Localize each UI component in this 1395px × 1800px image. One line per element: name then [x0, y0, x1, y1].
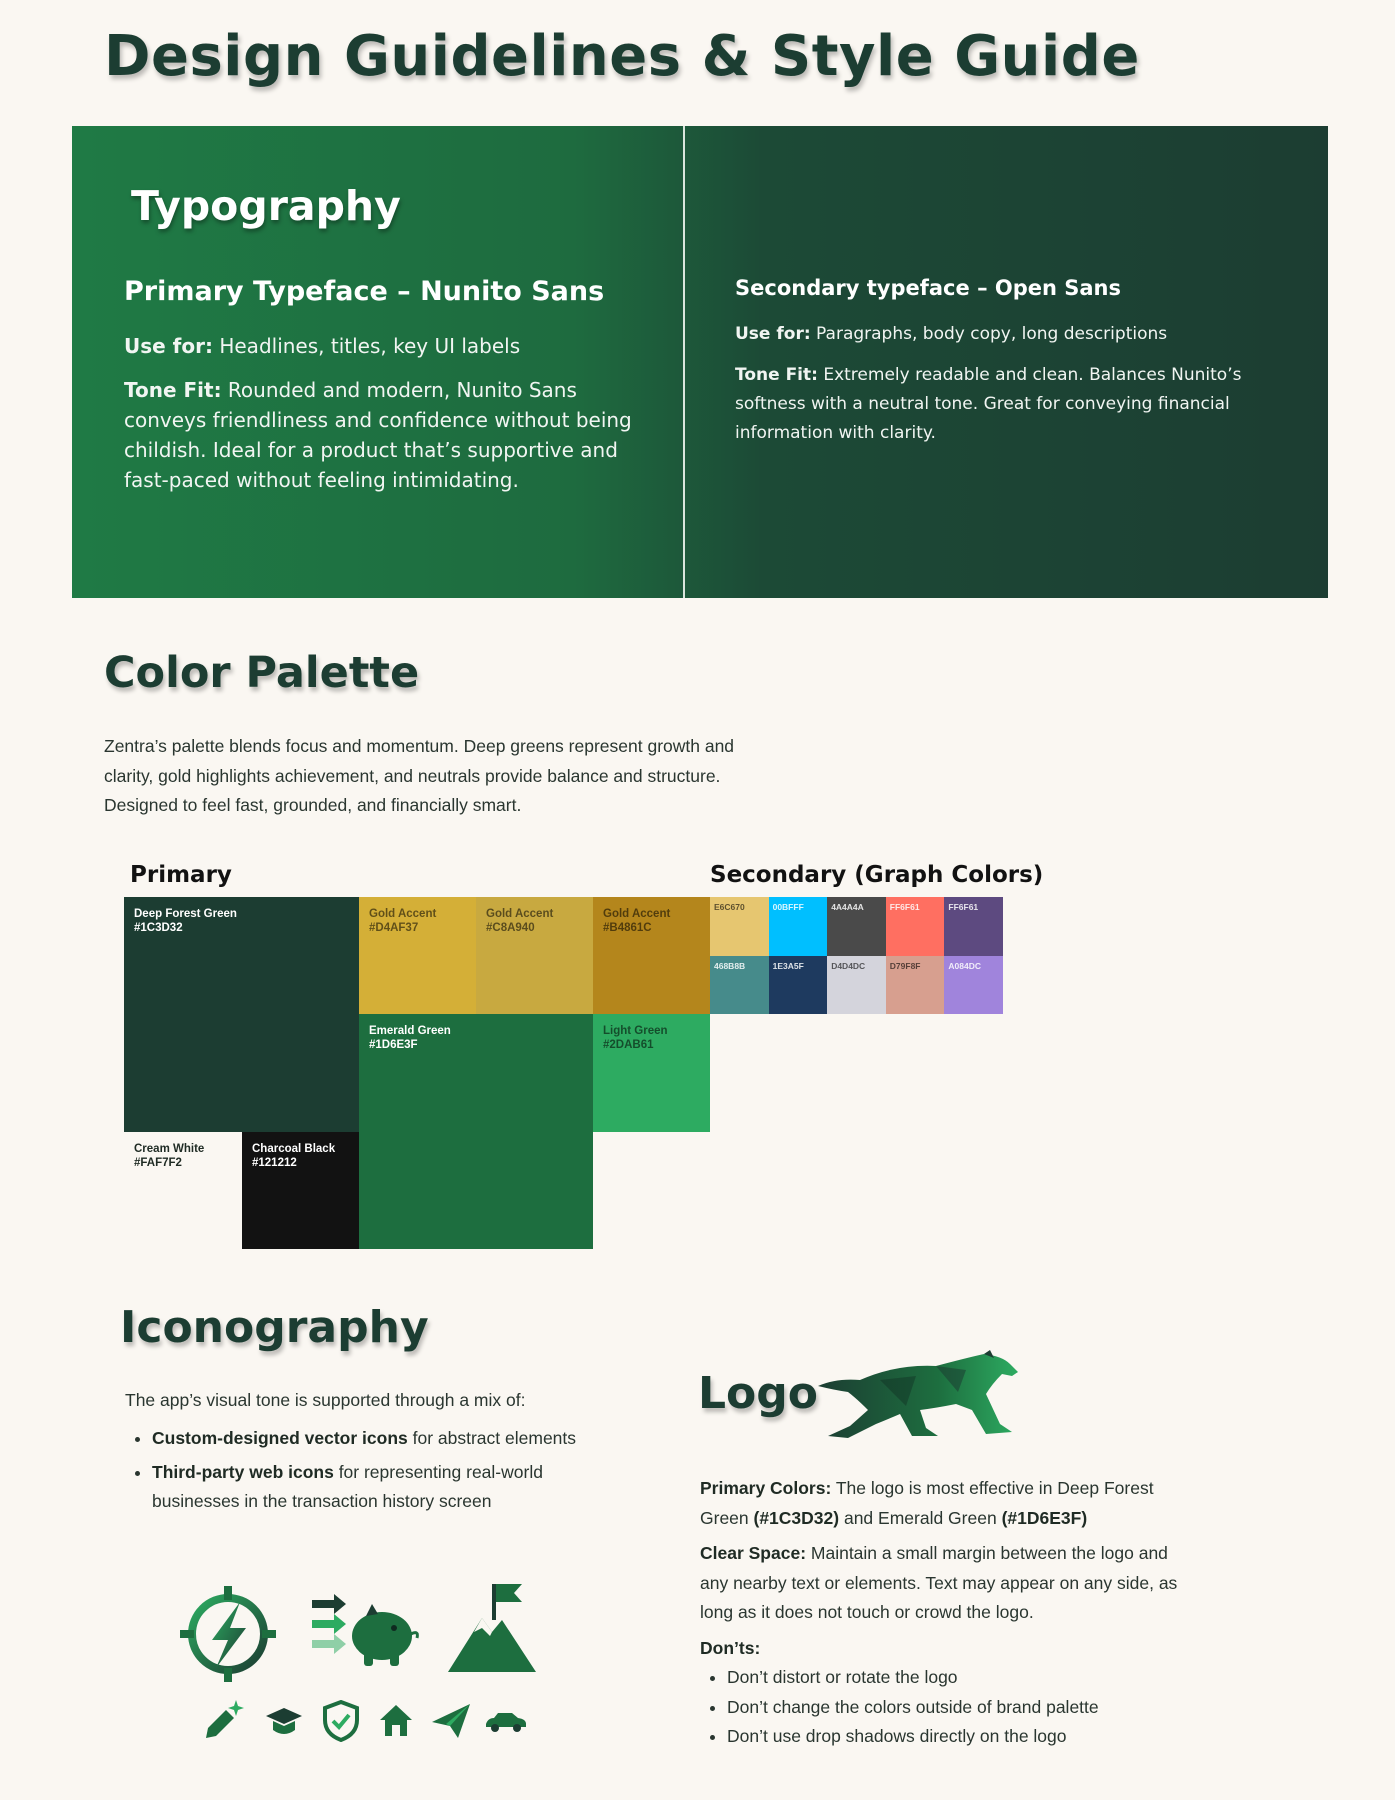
secondary-swatch: FF6F61	[944, 897, 1003, 956]
house-icon	[377, 1702, 415, 1740]
secondary-swatch: 1E3A5F	[769, 956, 828, 1015]
secondary-use-for: Use for: Paragraphs, body copy, long descriptions	[735, 324, 1168, 344]
secondary-tone-fit: Tone Fit: Extremely readable and clean. Balances Nunito’s softness with a neutral tone. Great for conveying financial information with clarity.	[735, 365, 1242, 443]
list-item: • Don’t use drop shadows directly on the logo	[727, 1722, 1190, 1752]
swatch-cream-white: Cream White #FAF7F2	[124, 1132, 242, 1249]
shield-check-icon	[322, 1700, 360, 1742]
iconography-intro: The app’s visual tone is supported through a mix of:	[125, 1390, 526, 1410]
swatch-emerald-green: Emerald Green #1D6E3F	[359, 1014, 593, 1249]
list-item: • Don’t distort or rotate the logo	[727, 1663, 1190, 1693]
list-item: • Third-party web icons for representing real-world businesses in the transaction history screen	[152, 1458, 632, 1517]
car-icon	[484, 1710, 528, 1734]
secondary-swatch: D4D4DC	[827, 956, 886, 1015]
compass-lightning-icon	[178, 1584, 278, 1684]
color-palette-heading: Color Palette	[104, 648, 420, 698]
secondary-swatch: 00BFFF	[769, 897, 828, 956]
secondary-swatch: 468B8B	[710, 956, 769, 1015]
secondary-swatch: D79F8F	[886, 956, 945, 1015]
swatch-deep-forest-green: Deep Forest Green #1C3D32	[124, 897, 359, 1132]
color-palette-description: Zentra’s palette blends focus and momentum. Deep greens represent growth and clarity, gold highlights achievement, and neutrals provide balance and structure. Designed to feel fast, grounded, and financially smart.	[104, 736, 735, 815]
logo-heading: Logo	[698, 1368, 818, 1419]
page-title: Design Guidelines & Style Guide	[104, 24, 1140, 89]
secondary-swatch: 4A4A4A	[827, 897, 886, 956]
typography-divider	[683, 126, 685, 598]
secondary-typeface-name: Secondary typeface – Open Sans	[735, 276, 1122, 300]
iconography-list	[124, 1424, 632, 1521]
logo-donts-list	[700, 1663, 1190, 1752]
paper-plane-icon	[430, 1702, 472, 1740]
logo-primary-colors: Primary Colors: The logo is most effective in Deep Forest Green (#1C3D32) and Emerald Green (#1D6E3F)	[700, 1478, 1154, 1528]
list-item: • Don’t change the colors outside of brand palette	[727, 1693, 1190, 1723]
swatch-gold-accent-2: Gold Accent #C8A940	[476, 897, 593, 1014]
secondary-swatch: A084DC	[944, 956, 1003, 1015]
swatch-charcoal-black: Charcoal Black #121212	[242, 1132, 359, 1249]
logo-clear-space: Clear Space: Maintain a small margin between the logo and any nearby text or elements. Text may appear on any side, as long as it does not touch or crowd the logo.	[700, 1543, 1178, 1622]
primary-use-for: Use for: Headlines, titles, key UI labels	[124, 334, 521, 358]
mountain-flag-icon	[444, 1580, 540, 1676]
swatch-light-green: Light Green #2DAB61	[593, 1014, 710, 1132]
primary-typeface-column	[124, 276, 644, 509]
secondary-palette-label: Secondary (Graph Colors)	[710, 862, 1044, 888]
secondary-typeface-column	[735, 276, 1295, 460]
pencil-sparkle-icon	[202, 1698, 246, 1742]
primary-typeface-name: Primary Typeface – Nunito Sans	[124, 276, 605, 307]
list-item: • Custom-designed vector icons for abstract elements	[152, 1424, 632, 1454]
iconography-heading: Iconography	[120, 1302, 429, 1353]
swatch-gold-accent-1: Gold Accent #D4AF37	[359, 897, 476, 1014]
primary-tone-fit: Tone Fit: Rounded and modern, Nunito Sans conveys friendliness and confidence without being childish. Ideal for a product that’s supportive and fast-paced without feeling intimidating.	[124, 378, 632, 492]
secondary-swatch: E6C670	[710, 897, 769, 956]
secondary-swatch: FF6F61	[886, 897, 945, 956]
typography-heading: Typography	[131, 182, 401, 230]
logo-donts-label: Don’ts:	[700, 1637, 761, 1658]
panther-logo-icon	[816, 1350, 1022, 1440]
piggy-bank-arrows-icon	[310, 1592, 422, 1672]
logo-guidelines	[700, 1474, 1190, 1752]
primary-palette-label: Primary	[130, 862, 232, 888]
swatch-gold-accent-3: Gold Accent #B4861C	[593, 897, 710, 1014]
graduation-cap-icon	[264, 1702, 304, 1742]
